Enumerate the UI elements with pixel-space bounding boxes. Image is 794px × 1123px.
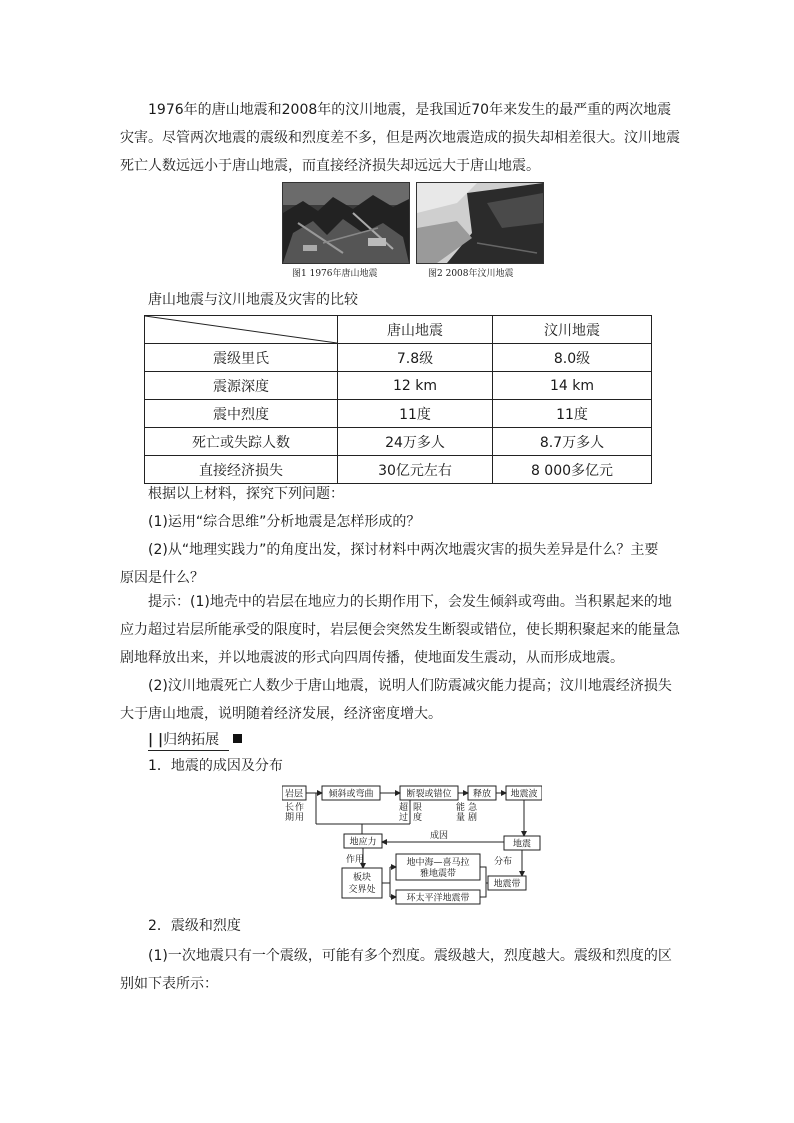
label-du: 度	[413, 813, 423, 823]
earthquake-flow-diagram	[282, 784, 542, 908]
table-cell: 死亡或失踪人数	[145, 428, 338, 456]
label-dizhonghai-2: 雅地震带	[419, 869, 457, 879]
fig2-caption: 图2 2008年汶川地震	[428, 269, 514, 279]
hint-1-line-1: 提示：(1)地壳中的岩层在地应力的长期作用下，会发生倾斜或弯曲。当积累起来的地	[148, 594, 672, 610]
section-2-body	[120, 942, 680, 998]
table-title-text: 唐山地震与汶川地震及灾害的比较	[148, 292, 358, 308]
section-1-title	[120, 752, 680, 780]
label-ji: 急	[468, 803, 478, 813]
header-wenchuan: 汶川地震	[493, 316, 652, 344]
section-2-title	[120, 912, 680, 940]
table-cell: 直接经济损失	[145, 456, 338, 484]
header-tangshan: 唐山地震	[338, 316, 493, 344]
label-chengyin: 成因	[430, 831, 449, 841]
intro-paragraph	[120, 96, 680, 124]
fig1-caption: 图1 1976年唐山地震	[292, 269, 378, 279]
label-xian: 限	[413, 803, 423, 813]
comparison-table	[144, 315, 652, 484]
table-row	[145, 372, 652, 400]
label-zuoyong: 作用	[346, 855, 365, 865]
table-cell: 震级里氏	[145, 344, 338, 372]
heading-text: 归纳拓展	[163, 732, 220, 748]
hint-block	[120, 588, 680, 728]
intro-paragraph-cont	[120, 124, 680, 180]
label-dizhen: 地震	[512, 839, 532, 850]
intro-line-1: 1976年的唐山地震和2008年的汶川地震，是我国近70年来发生的最严重的两次地震	[148, 102, 672, 118]
hint-2-line-1: (2)汶川地震死亡人数少于唐山地震，说明人们防震减灾能力提高；汶川地震经济损失	[148, 678, 672, 694]
hint-1-line-2: 应力超过岩层所能承受的限度时，岩层便会突然发生断裂或错位，使长期积聚起来的能量急	[120, 622, 680, 638]
label-fenbu: 分布	[494, 857, 513, 867]
label-chao: 超	[399, 803, 409, 813]
questions-lead: 根据以上材料，探究下列问题：	[148, 486, 344, 502]
section-2-line-2: 别如下表所示：	[120, 976, 218, 992]
table-cell: 7.8级	[338, 344, 493, 372]
table-cell: 12 km	[338, 372, 493, 400]
questions-block	[120, 480, 680, 592]
question-2-line-1: (2)从“地理实践力”的角度出发，探讨材料中两次地震灾害的损失差异是什么？主要	[148, 542, 659, 558]
diagonal-header-cell	[145, 316, 338, 344]
table-cell: 14 km	[493, 372, 652, 400]
label-shifang: 释放	[472, 789, 492, 800]
question-1: (1)运用“综合思维”分析地震是怎样形成的？	[148, 514, 421, 530]
section-2-line-1: (1)一次地震只有一个震级，可能有多个烈度。震级越大，烈度越大。震级和烈度的区	[148, 948, 672, 964]
table-cell: 8 000多亿元	[493, 456, 652, 484]
table-cell: 震源深度	[145, 372, 338, 400]
table-cell: 30亿元左右	[338, 456, 493, 484]
section-2-text: 2．震级和烈度	[148, 918, 241, 934]
label-ju: 剧	[468, 813, 478, 823]
label-yong: 用	[295, 813, 305, 823]
table-header-row	[145, 316, 652, 344]
table-cell: 8.7万多人	[493, 428, 652, 456]
label-qi: 期	[285, 813, 295, 823]
table-row	[145, 400, 652, 428]
label-neng: 能	[456, 803, 466, 813]
intro-line-3: 死亡人数远远小于唐山地震，而直接经济损失却远远大于唐山地震。	[120, 158, 540, 174]
table-row	[145, 428, 652, 456]
label-liang: 量	[456, 813, 466, 823]
table-cell: 震中烈度	[145, 400, 338, 428]
question-2-line-2: 原因是什么？	[120, 570, 204, 586]
heading-underline	[148, 730, 229, 751]
label-guo: 过	[399, 813, 409, 823]
table-row	[145, 344, 652, 372]
heading-square-icon	[233, 734, 242, 743]
label-dizhendai: 地震带	[493, 879, 521, 890]
figure-row	[282, 182, 540, 278]
table-cell: 8.0级	[493, 344, 652, 372]
heading-marks: | |	[148, 732, 164, 748]
section-1-text: 1．地震的成因及分布	[148, 758, 283, 774]
table-cell: 24万多人	[338, 428, 493, 456]
label-duanlie: 断裂或错位	[406, 789, 452, 800]
tangshan-photo	[282, 182, 410, 264]
label-qingxie: 倾斜或弯曲	[328, 789, 374, 800]
label-bankuai-2: 交界处	[348, 885, 376, 895]
section-heading	[148, 730, 242, 751]
hint-1-line-3: 剧地释放出来，并以地震波的形式向四周传播，使地面发生震动，从而形成地震。	[120, 650, 624, 666]
table-title	[120, 286, 680, 314]
table-cell: 11度	[338, 400, 493, 428]
label-diyingli: 地应力	[349, 837, 377, 848]
wenchuan-photo	[416, 182, 544, 264]
label-dizhonghai-1: 地中海—喜马拉	[406, 858, 470, 868]
intro-line-2: 灾害。尽管两次地震的震级和烈度差不多，但是两次地震造成的损失却相差很大。汶川地震	[120, 130, 680, 146]
label-zuo: 作	[295, 803, 305, 813]
table-cell: 11度	[493, 400, 652, 428]
label-chang: 长	[285, 803, 295, 813]
diagonal-line	[145, 316, 337, 343]
label-yanceng: 岩层	[284, 789, 304, 800]
hint-2-line-2: 大于唐山地震，说明随着经济发展，经济密度增大。	[120, 706, 442, 722]
label-dizhenbo: 地震波	[510, 789, 538, 800]
label-huantai: 环太平洋地震带	[406, 893, 470, 904]
label-bankuai-1: 板块	[352, 873, 372, 883]
